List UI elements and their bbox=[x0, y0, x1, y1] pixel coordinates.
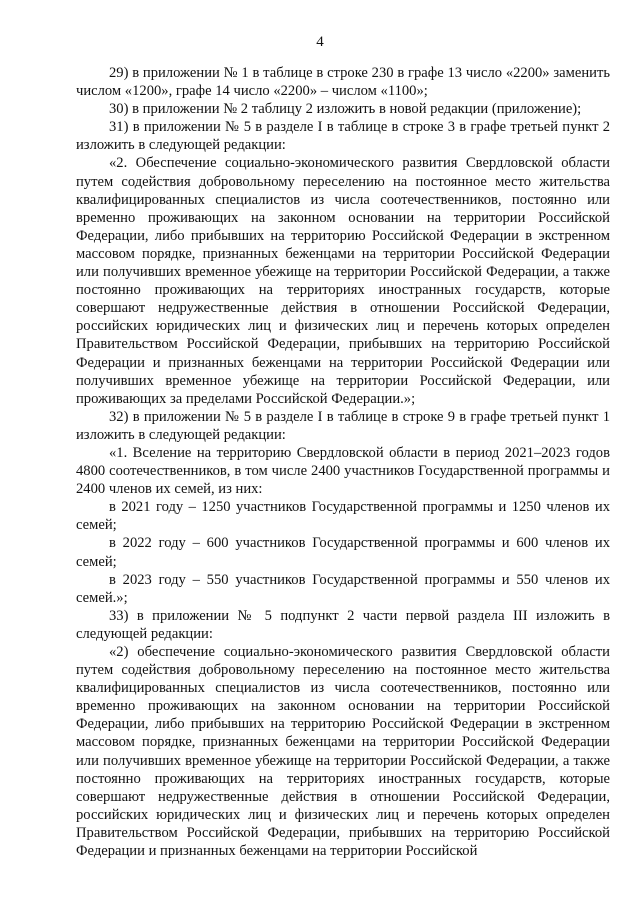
paragraph-item-31: 31) в приложении № 5 в разделе I в таблице в строке 3 в графе третьей пункт 2 изложить в следующей редакции: bbox=[76, 119, 610, 154]
document-body bbox=[76, 64, 610, 860]
paragraph-year-2022: в 2022 году – 600 участников Государственной программы и 600 членов их семей; bbox=[76, 535, 610, 570]
paragraph-item-29: 29) в приложении № 1 в таблице в строке 230 в графе 13 число «2200» заменить числом «1200», графе 14 число «2200» – числом «1100»; bbox=[76, 65, 610, 100]
paragraph-item-30: 30) в приложении № 2 таблицу 2 изложить в новой редакции (приложение); bbox=[109, 101, 582, 118]
paragraph-year-2023: в 2023 году – 550 участников Государственной программы и 550 членов их семей.»; bbox=[76, 571, 610, 606]
paragraph-item-32: 32) в приложении № 5 в разделе I в таблице в строке 9 в графе третьей пункт 1 изложить в следующей редакции: bbox=[76, 408, 610, 443]
page-number: 4 bbox=[316, 34, 324, 50]
paragraph-quote-2: «2. Обеспечение социально-экономического развития Свердловской области путем содействия добровольному переселению на постоянное место жительства квалифицированных специалистов из числа соотечественников, постоянно или временно проживающих на законном основании на территории Российской Федерации, либо прибывших на территорию Российской Федерации в экстренном массовом порядке, признанных беженцами на территории Российской Федерации или получивших временное убежище на территории Российской Федерации, а также постоянно проживающих на территориях иностранных государств, которые совершают недружественные действия в отношении Российской Федерации, российских юридических лиц и физических лиц и перечень которых определен Правительством Российской Федерации, прибывших на территорию Российской Федерации и признанных беженцами на территории Российской Федерации или получивших временное убежище на территории Российской Федерации, или проживающих за пределами Российской Федерации.»; bbox=[76, 155, 610, 407]
paragraph-year-2021: в 2021 году – 1250 участников Государственной программы и 1250 членов их семей; bbox=[76, 499, 610, 534]
paragraph-item-33: 33) в приложении № 5 подпункт 2 части первой раздела III изложить в следующей редакции: bbox=[76, 607, 610, 642]
paragraph-quote-1: «1. Вселение на территорию Свердловской области в период 2021–2023 годов 4800 соотечественников, в том числе 2400 участников Государственной программы и 2400 членов их семей, из них: bbox=[76, 444, 610, 498]
paragraph-quote-2-subitem: «2) обеспечение социально-экономического развития Свердловской области путем содействия добровольному переселению на постоянное место жительства квалифицированных специалистов из числа соотечественников, постоянно или временно проживающих на законном основании на территории Российской Федерации, либо прибывших на территорию Российской Федерации в экстренном массовом порядке, признанных беженцами на территории Российской Федерации или получивших временное убежище на территории Российской Федерации, а также постоянно проживающих на территориях иностранных государств, которые совершают недружественные действия в отношении Российской Федерации, российских юридических лиц и физических лиц и перечень которых определен Правительством Российской Федерации, прибывших на территорию Российской Федерации и признанных беженцами на территории Российской bbox=[76, 644, 610, 860]
